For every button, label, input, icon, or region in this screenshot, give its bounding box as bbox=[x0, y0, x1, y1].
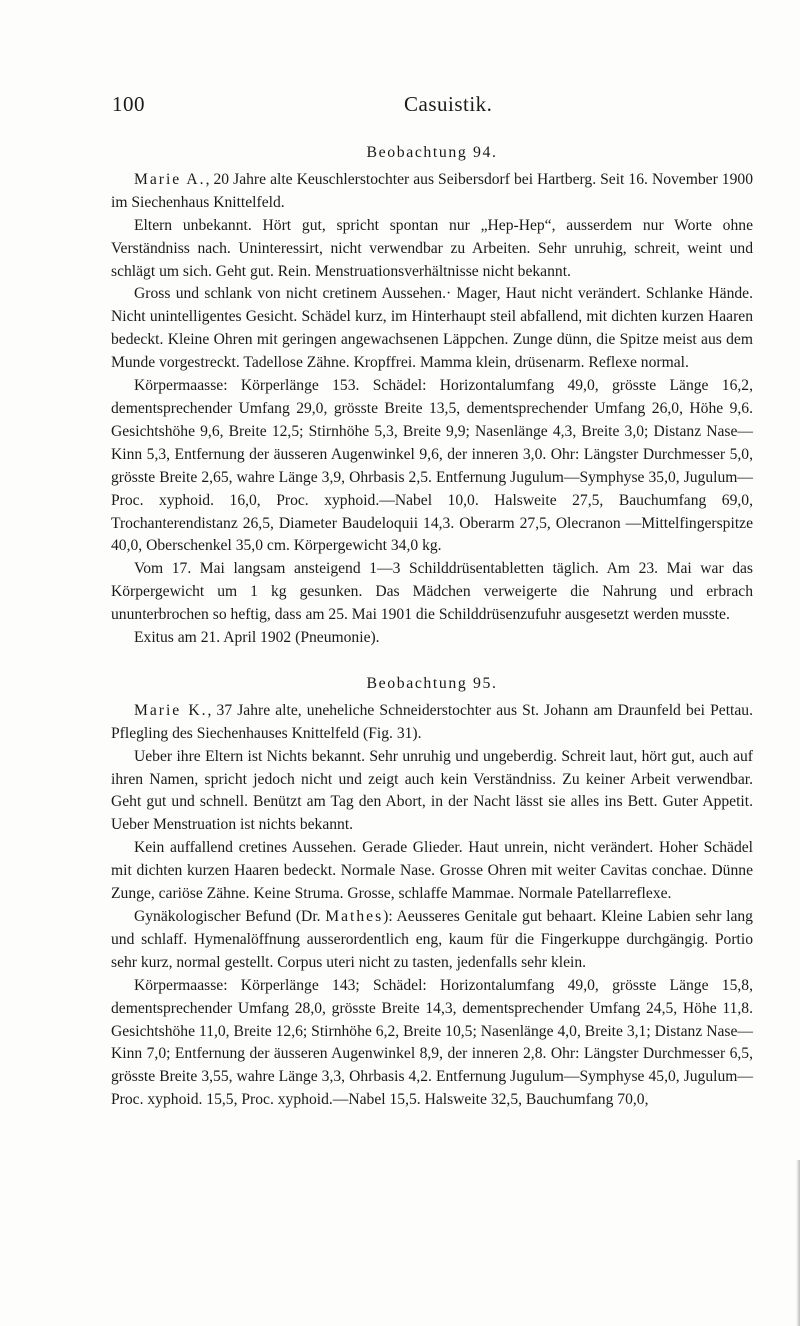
observation-95-intro bbox=[111, 700, 753, 746]
page-edge-shadow bbox=[796, 1160, 800, 1326]
observation-95-intro-text: , 37 Jahre alte, uneheliche Schneiderstochter aus St. Johann am Draunfeld bei Pettau. Pflegling des Siechenhauses Knittelfeld (Fig. 31). bbox=[111, 701, 753, 742]
doctor-name: Mathes bbox=[325, 908, 384, 925]
page-header bbox=[112, 92, 752, 122]
observation-94-treatment: Vom 17. Mai langsam ansteigend 1—3 Schilddrüsentabletten täglich. Am 23. Mai war das Körpergewicht um 1 kg gesunken. Das Mädchen verweigerte die Nahrung und erbrach ununterbrochen so heftig, dass am 25. Mai 1901 die Schilddrüsenzufuhr ausgesetzt werden musste. bbox=[111, 560, 753, 624]
gyn-text-start: Gynäkologischer Befund (Dr. bbox=[134, 908, 326, 925]
running-head: Casuistik. bbox=[404, 92, 493, 116]
body-text bbox=[111, 142, 753, 1112]
observation-94-intro-text: , 20 Jahre alte Keuschlerstochter aus Seibersdorf bei Hartberg. Seit 16. November 1900 im Siechenhaus Knittelfeld. bbox=[111, 170, 753, 211]
observation-95 bbox=[111, 673, 753, 1112]
observation-94 bbox=[111, 142, 753, 650]
observation-95-history: Ueber ihre Eltern ist Nichts bekannt. Sehr unruhig und ungeberdig. Schreit laut, hört gut, auch auf ihren Namen, spricht jedoch nicht und zeigt auch kein Verständniss. Zu keiner Arbeit verwendbar. Geht gut und schnell. Benützt am Tag den Abort, in der Nacht lässt sie alles ins Bett. Guter Appetit. Ueber Menstruation ist nichts bekannt. bbox=[111, 747, 753, 834]
patient-name: Marie A. bbox=[134, 170, 206, 188]
observation-94-intro bbox=[111, 169, 753, 215]
observation-94-measurements: Körpermaasse: Körperlänge 153. Schädel: Horizontalumfang 49,0, grösste Länge 16,2, dementsprechender Umfang 29,0, grösste Breite 13,5, dementsprechender Umfang 26,0, Höhe 9,6. Gesichtshöhe 9,6, Breite 12,5; Stirnhöhe 5,3, Breite 9,9; Nasenlänge 4,3, Breite 3,0; Distanz Nase—Kinn 5,3, Entfernung der äusseren Augenwinkel 9,6, der inneren 3,0. Ohr: Längster Durchmesser 5,0, grösste Breite 2,65, wahre Länge 3,9, Ohrbasis 2,5. Entfernung Jugulum—Symphyse 35,0, Jugulum—Proc. xyphoid. 16,0, Proc. xyphoid.—Nabel 10,0. Halsweite 27,5, Bauchumfang 69,0, Trochanterendistanz 26,5, Diameter Baudeloquii 14,3. Oberarm 27,5, Olecranon —Mittelfingerspitze 40,0, Oberschenkel 35,0 cm. Körpergewicht 34,0 kg. bbox=[111, 377, 753, 555]
observation-94-findings: Gross und schlank von nicht cretinem Aussehen.· Mager, Haut nicht verändert. Schlanke Hände. Nicht unintelligentes Gesicht. Schädel kurz, im Hinterhaupt steil abfallend, mit dichten kurzen Haaren bedeckt. Kleine Ohren mit geringen angewachsenen Läppchen. Zunge dünn, die Spitze meist aus dem Munde vorgestreckt. Tadellose Zähne. Kropffrei. Mamma klein, drüsenarm. Reflexe normal. bbox=[111, 285, 753, 372]
gyn-text-rest: ): Aeusseres Genitale gut behaart. Kleine Labien sehr lang und schlaff. Hymenalöffnung ausserordentlich eng, kaum für die Fingerkuppe durchgängig. Portio sehr kurz, normal gestellt. Corpus uteri nicht zu tasten, jedenfalls sehr klein. bbox=[111, 908, 753, 971]
section-gap bbox=[111, 650, 753, 673]
observation-95-gynecological bbox=[111, 906, 753, 975]
observation-95-findings: Kein auffallend cretines Aussehen. Gerade Glieder. Haut unrein, nicht verändert. Hoher Schädel mit dichten kurzen Haaren bedeckt. Normale Nase. Grosse Ohren mit weiter Cavitas conchae. Dünne Zunge, cariöse Zähne. Keine Struma. Grosse, schlaffe Mammae. Normale Patellarreflexe. bbox=[111, 839, 753, 903]
observation-95-title: Beobachtung 95. bbox=[366, 674, 498, 692]
observation-94-title: Beobachtung 94. bbox=[366, 144, 498, 161]
observation-94-outcome: Exitus am 21. April 1902 (Pneumonie). bbox=[134, 629, 380, 647]
page-number: 100 bbox=[112, 92, 145, 116]
observation-95-measurements: Körpermaasse: Körperlänge 143; Schädel: Horizontalumfang 49,0, grösste Länge 15,8, dementsprechender Umfang 28,0, grösste Breite 14,3, dementsprechender Umfang 24,5, Höhe 11,8. Gesichtshöhe 11,0, Breite 12,6; Stirnhöhe 6,2, Breite 10,5; Nasenlänge 4,0, Breite 3,1; Distanz Nase—Kinn 7,0; Entfernung der äusseren Augenwinkel 8,9, der inneren 2,8. Ohr: Längster Durchmesser 6,5, grösste Breite 3,55, wahre Länge 3,3, Ohrbasis 4,2. Entfernung Jugulum—Symphyse 45,0, Jugulum—Proc. xyphoid. 15,5, Proc. xyphoid.—Nabel 15,5. Halsweite 32,5, Bauchumfang 70,0, bbox=[111, 976, 753, 1109]
patient-name: Marie K. bbox=[134, 701, 208, 719]
observation-94-history: Eltern unbekannt. Hört gut, spricht spontan nur „Hep-Hep“, ausserdem nur Worte ohne Verständniss nach. Uninteressirt, nicht verwendbar zu Arbeiten. Sehr unruhig, schreit, weint und schlägt um sich. Geht gut. Rein. Menstruationsverhältnisse nicht bekannt. bbox=[111, 216, 753, 280]
